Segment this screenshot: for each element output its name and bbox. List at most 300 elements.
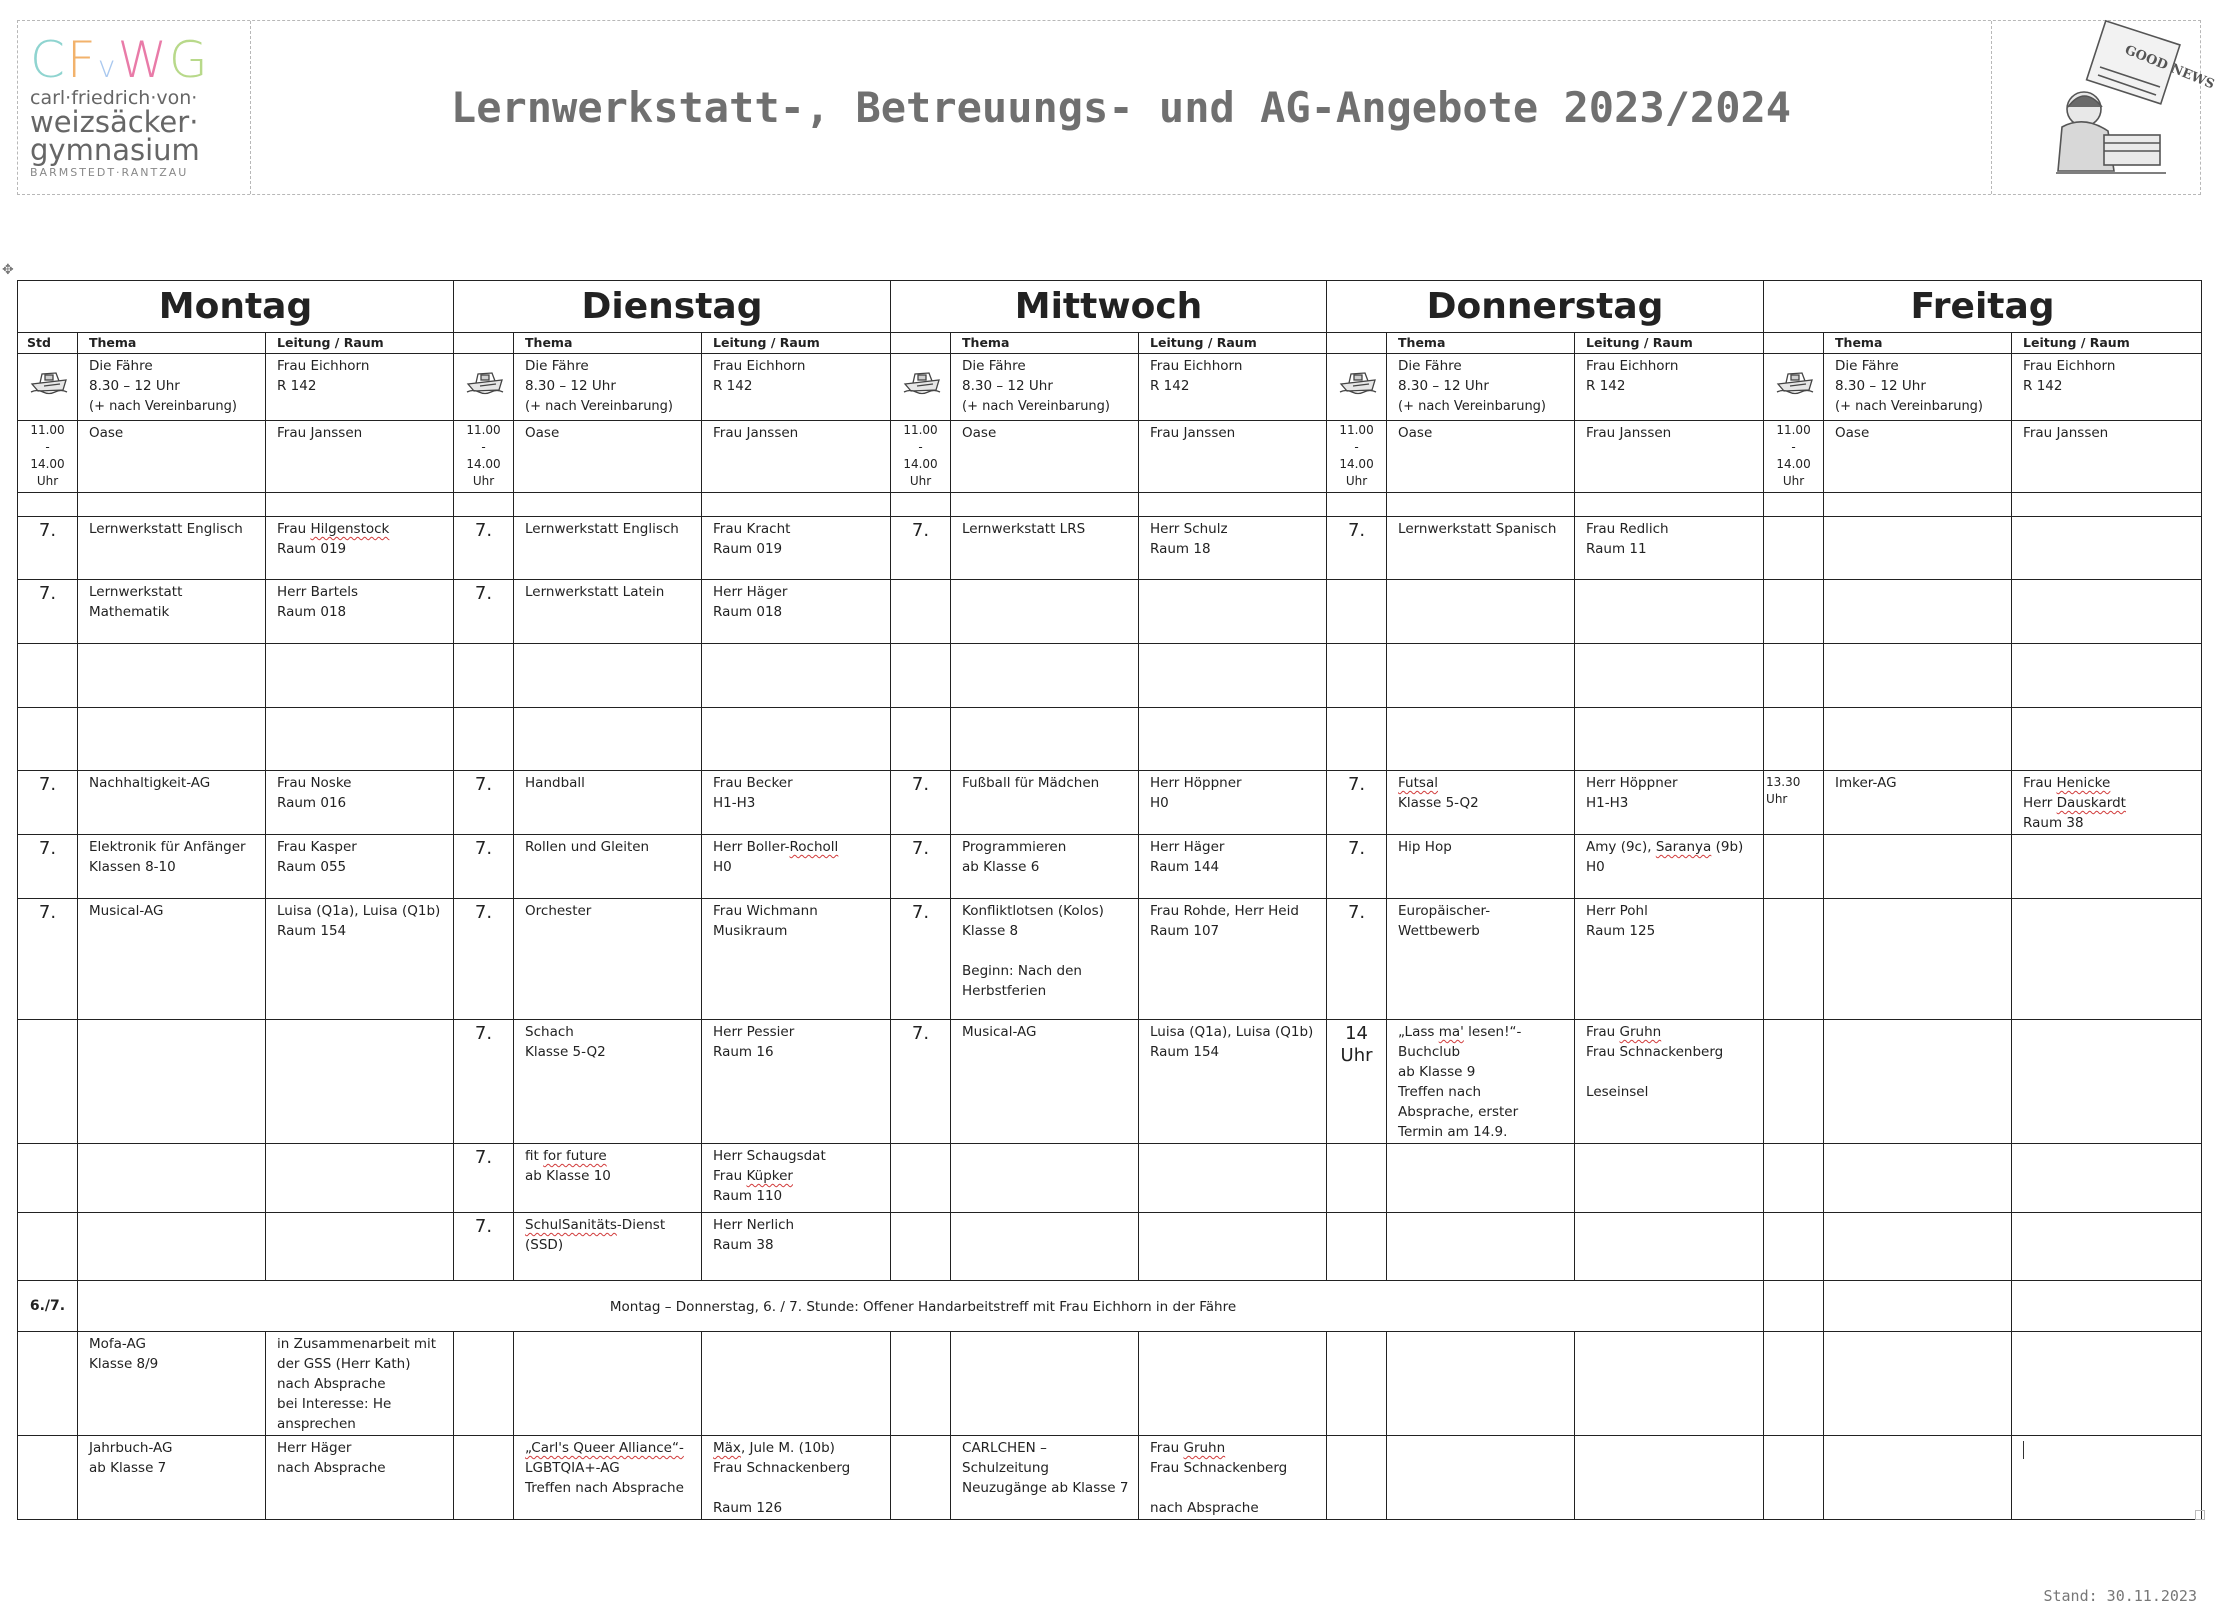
empty-cell — [891, 493, 951, 517]
title-cell — [251, 21, 1992, 194]
faehre-leitung-name: Frau Eichhorn — [1150, 358, 1243, 374]
faehre-boat-icon — [1339, 368, 1379, 394]
table-row — [18, 835, 2202, 899]
logo-line-name: carl·friedrich·von· — [30, 87, 198, 109]
faehre-raum: R 142 — [2023, 378, 2063, 394]
empty-cell — [1327, 644, 1387, 708]
faehre-leitung — [702, 354, 891, 421]
empty-cell — [1327, 1144, 1387, 1213]
empty-cell — [1764, 580, 1824, 644]
period-cell: 7. — [454, 835, 514, 899]
faehre-leitung — [266, 354, 454, 421]
leitung-cell: Herr Bartels Raum 018 — [266, 580, 454, 644]
faehre-leitung-name: Frau Eichhorn — [277, 358, 370, 374]
oase-thema: Oase — [951, 421, 1139, 493]
empty-cell — [2012, 899, 2202, 1020]
faehre-time: 8.30 – 12 Uhr — [525, 378, 616, 394]
thema-cell: fit for future ab Klasse 10 — [514, 1144, 702, 1213]
thema-cell: Jahrbuch-AG ab Klasse 7 — [78, 1436, 266, 1520]
empty-cell — [1764, 517, 1824, 580]
empty-cell — [1139, 1332, 1327, 1436]
table-move-handle[interactable]: ✥ — [2, 262, 14, 278]
leitung-cell: Mäx, Jule M. (10b) Frau Schnackenberg Raum 126 — [702, 1436, 891, 1520]
empty-cell — [1824, 708, 2012, 771]
empty-cell — [514, 493, 702, 517]
table-row — [18, 1332, 2202, 1436]
faehre-thema — [1387, 354, 1575, 421]
thema-cell: Lernwerkstatt Latein — [514, 580, 702, 644]
empty-cell — [2012, 1213, 2202, 1281]
period-cell: 7. — [1327, 835, 1387, 899]
empty-cell — [1575, 644, 1764, 708]
col-thema: Thema — [1387, 333, 1575, 354]
stand-date: Stand: 30.11.2023 — [2043, 1587, 2197, 1605]
empty-cell — [1764, 835, 1824, 899]
period-cell: 6./7. — [18, 1281, 78, 1332]
empty-cell — [2012, 580, 2202, 644]
col-thema: Thema — [951, 333, 1139, 354]
empty-cell — [951, 1213, 1139, 1281]
col-leitung: Leitung / Raum — [702, 333, 891, 354]
empty-cell — [1327, 1332, 1387, 1436]
empty-cell — [1575, 1436, 1764, 1520]
oase-leitung: Frau Janssen — [1575, 421, 1764, 493]
period-cell: 7. — [891, 771, 951, 835]
faehre-leitung-name: Frau Eichhorn — [1586, 358, 1679, 374]
empty-cell — [1575, 493, 1764, 517]
col-leitung: Leitung / Raum — [1139, 333, 1327, 354]
oase-time: 11.00 - 14.00 Uhr — [1327, 421, 1387, 493]
leitung-cell: Luisa (Q1a), Luisa (Q1b) Raum 154 — [266, 899, 454, 1020]
leitung-cell: Herr Schulz Raum 18 — [1139, 517, 1327, 580]
empty-cell — [266, 1020, 454, 1144]
period-cell: 7. — [18, 835, 78, 899]
faehre-leitung — [1139, 354, 1327, 421]
empty-cell — [454, 1332, 514, 1436]
empty-cell — [951, 708, 1139, 771]
empty-cell — [1824, 644, 2012, 708]
empty-cell — [2012, 493, 2202, 517]
logo-mark: CFvWG — [30, 31, 210, 89]
table-row — [18, 1144, 2202, 1213]
empty-cell — [18, 1213, 78, 1281]
empty-cell — [454, 644, 514, 708]
day-header-donnerstag: Donnerstag — [1327, 281, 1764, 333]
faehre-boat-icon — [903, 368, 943, 394]
faehre-raum: R 142 — [277, 378, 317, 394]
empty-cell — [1824, 1144, 2012, 1213]
leitung-cell: Frau Hilgenstock Raum 019 — [266, 517, 454, 580]
faehre-note: (+ nach Vereinbarung) — [1398, 399, 1547, 414]
empty-cell — [18, 493, 78, 517]
empty-cell — [454, 493, 514, 517]
thema-cell: Imker-AG — [1824, 771, 2012, 835]
empty-cell — [1327, 708, 1387, 771]
oase-thema: Oase — [514, 421, 702, 493]
empty-cell — [514, 708, 702, 771]
leitung-cell: Frau Gruhn Frau Schnackenberg nach Absprache — [1139, 1436, 1327, 1520]
thema-cell: Futsal Klasse 5-Q2 — [1387, 771, 1575, 835]
period-cell: 7. — [1327, 771, 1387, 835]
period-cell: 7. — [891, 517, 951, 580]
empty-cell — [1824, 1020, 2012, 1144]
oase-leitung: Frau Janssen — [702, 421, 891, 493]
period-cell: 7. — [454, 1213, 514, 1281]
empty-cell — [1387, 1144, 1575, 1213]
empty-cell — [1824, 899, 2012, 1020]
oase-thema: Oase — [1387, 421, 1575, 493]
day-header-freitag: Freitag — [1764, 281, 2202, 333]
empty-cell — [1824, 517, 2012, 580]
empty-cell — [1764, 644, 1824, 708]
period-cell: 7. — [454, 580, 514, 644]
boat-icon-cell — [1764, 354, 1824, 421]
table-row-faehre — [18, 354, 2202, 421]
thema-cell: Lernwerkstatt Mathematik — [78, 580, 266, 644]
leitung-cell: Frau Kracht Raum 019 — [702, 517, 891, 580]
day-header-mittwoch: Mittwoch — [891, 281, 1327, 333]
handarbeit-note: Montag – Donnerstag, 6. / 7. Stunde: Offener Handarbeitstreff mit Frau Eichhorn in der Fähre — [78, 1281, 1764, 1332]
leitung-cell: Frau Redlich Raum 11 — [1575, 517, 1764, 580]
period-cell: 7. — [18, 771, 78, 835]
col-thema: Thema — [514, 333, 702, 354]
faehre-leitung-name: Frau Eichhorn — [713, 358, 806, 374]
leitung-cell: Herr Häger nach Absprache — [266, 1436, 454, 1520]
thema-cell: „Lass ma' lesen!“- Buchclub ab Klasse 9 Treffen nach Absprache, erster Termin am 14.9. — [1387, 1020, 1575, 1144]
empty-cell — [1764, 708, 1824, 771]
oase-thema: Oase — [78, 421, 266, 493]
oase-leitung: Frau Janssen — [1139, 421, 1327, 493]
faehre-note: (+ nach Vereinbarung) — [525, 399, 673, 414]
leitung-cell: Herr Schaugsdat Frau Küpker Raum 110 — [702, 1144, 891, 1213]
period-cell: 7. — [454, 1020, 514, 1144]
empty-cell — [1575, 1332, 1764, 1436]
period-cell: 7. — [18, 517, 78, 580]
period-cell: 7. — [1327, 899, 1387, 1020]
boat-icon-cell — [18, 354, 78, 421]
leitung-cell: Frau Becker H1-H3 — [702, 771, 891, 835]
empty-cell — [1387, 580, 1575, 644]
faehre-boat-icon — [30, 368, 70, 394]
col-std — [1764, 333, 1824, 354]
empty-cell — [1327, 1213, 1387, 1281]
day-header-dienstag: Dienstag — [454, 281, 891, 333]
table-row — [18, 708, 2202, 771]
empty-cell — [951, 580, 1139, 644]
empty-cell — [18, 708, 78, 771]
faehre-thema — [1824, 354, 2012, 421]
leitung-cell: Frau Kasper Raum 055 — [266, 835, 454, 899]
empty-cell — [951, 1144, 1139, 1213]
timetable — [17, 280, 2202, 1520]
period-cell: 7. — [1327, 517, 1387, 580]
empty-cell — [454, 1436, 514, 1520]
empty-cell — [78, 644, 266, 708]
empty-cell — [891, 1436, 951, 1520]
oase-time: 11.00 - 14.00 Uhr — [891, 421, 951, 493]
faehre-title: Die Fähre — [1398, 358, 1462, 374]
empty-cell — [1327, 493, 1387, 517]
faehre-leitung — [1575, 354, 1764, 421]
col-std: Std — [18, 333, 78, 354]
thema-cell: Fußball für Mädchen — [951, 771, 1139, 835]
empty-cell — [1139, 493, 1327, 517]
leitung-cell: Herr Pessier Raum 16 — [702, 1020, 891, 1144]
empty-cell — [891, 1332, 951, 1436]
empty-cell — [2012, 517, 2202, 580]
empty-cell — [78, 1213, 266, 1281]
faehre-note: (+ nach Vereinbarung) — [89, 399, 237, 414]
period-cell: 7. — [454, 899, 514, 1020]
empty-cell — [266, 1213, 454, 1281]
col-std — [1327, 333, 1387, 354]
thema-cell: Rollen und Gleiten — [514, 835, 702, 899]
thema-cell: „Carl's Queer Alliance“- LGBTQIA+-AG Treffen nach Absprache — [514, 1436, 702, 1520]
thema-cell: Konfliktlotsen (Kolos) Klasse 8 Beginn: Nach den Herbstferien — [951, 899, 1139, 1020]
page-header — [17, 20, 2217, 195]
faehre-title: Die Fähre — [89, 358, 153, 374]
empty-cell — [1327, 580, 1387, 644]
good-news-reader-icon — [2032, 23, 2217, 188]
empty-cell — [78, 1144, 266, 1213]
faehre-title: Die Fähre — [525, 358, 589, 374]
empty-cell — [266, 1144, 454, 1213]
empty-cell — [1764, 1020, 1824, 1144]
period-cell: 7. — [891, 1020, 951, 1144]
logo-line-school: gymnasium — [30, 133, 200, 167]
leitung-cell: Amy (9c), Saranya (9b) H0 — [1575, 835, 1764, 899]
empty-cell — [1387, 1332, 1575, 1436]
empty-cell — [2012, 835, 2202, 899]
logo-line-surname: weizsäcker· — [30, 105, 199, 139]
illustration-cell — [1992, 21, 2217, 194]
table-resize-handle[interactable] — [2195, 1510, 2205, 1520]
empty-cell — [1387, 493, 1575, 517]
text-cursor-cell[interactable] — [2012, 1436, 2202, 1520]
faehre-leitung — [2012, 354, 2202, 421]
leitung-cell: in Zusammenarbeit mit der GSS (Herr Kath) nach Absprache bei Interesse: He ansprechen — [266, 1332, 454, 1436]
leitung-cell: Herr Nerlich Raum 38 — [702, 1213, 891, 1281]
table-row-spacer — [18, 493, 2202, 517]
thema-cell: Musical-AG — [951, 1020, 1139, 1144]
empty-cell — [1387, 1213, 1575, 1281]
leitung-cell: Herr Boller-Rocholl H0 — [702, 835, 891, 899]
period-cell: 14 Uhr — [1327, 1020, 1387, 1144]
thema-cell: Lernwerkstatt LRS — [951, 517, 1139, 580]
empty-cell — [2012, 1020, 2202, 1144]
table-row — [18, 644, 2202, 708]
col-leitung: Leitung / Raum — [2012, 333, 2202, 354]
empty-cell — [891, 1213, 951, 1281]
table-row — [18, 1213, 2202, 1281]
faehre-time: 8.30 – 12 Uhr — [1398, 378, 1489, 394]
empty-cell — [891, 708, 951, 771]
empty-cell — [1764, 1144, 1824, 1213]
leitung-cell: Frau Wichmann Musikraum — [702, 899, 891, 1020]
thema-cell: Mofa-AG Klasse 8/9 — [78, 1332, 266, 1436]
thema-cell: Elektronik für Anfänger Klassen 8-10 — [78, 835, 266, 899]
faehre-thema — [78, 354, 266, 421]
empty-cell — [1764, 1332, 1824, 1436]
empty-cell — [1764, 899, 1824, 1020]
period-cell: 7. — [18, 580, 78, 644]
thema-cell: Europäischer- Wettbewerb — [1387, 899, 1575, 1020]
col-thema: Thema — [1824, 333, 2012, 354]
faehre-time: 8.30 – 12 Uhr — [89, 378, 180, 394]
leitung-cell: Frau Henicke Herr Dauskardt Raum 38 — [2012, 771, 2202, 835]
thema-cell: Musical-AG — [78, 899, 266, 1020]
column-header-row — [18, 333, 2202, 354]
empty-cell — [1139, 708, 1327, 771]
thema-cell: Lernwerkstatt Spanisch — [1387, 517, 1575, 580]
period-cell: 7. — [891, 835, 951, 899]
table-row-handarbeit — [18, 1281, 2202, 1332]
faehre-title: Die Fähre — [1835, 358, 1899, 374]
col-leitung: Leitung / Raum — [1575, 333, 1764, 354]
day-header-row — [18, 281, 2202, 333]
empty-cell — [78, 708, 266, 771]
empty-cell — [1387, 1436, 1575, 1520]
oase-leitung: Frau Janssen — [266, 421, 454, 493]
empty-cell — [1139, 1213, 1327, 1281]
empty-cell — [1824, 580, 2012, 644]
faehre-note: (+ nach Vereinbarung) — [962, 399, 1110, 414]
thema-cell: Lernwerkstatt Englisch — [514, 517, 702, 580]
faehre-note: (+ nach Vereinbarung) — [1835, 399, 1984, 414]
empty-cell — [78, 1020, 266, 1144]
leitung-cell: Frau Rohde, Herr Heid Raum 107 — [1139, 899, 1327, 1020]
empty-cell — [18, 1020, 78, 1144]
empty-cell — [1575, 1213, 1764, 1281]
table-row-oase — [18, 421, 2202, 493]
table-row — [18, 517, 2202, 580]
faehre-raum: R 142 — [1586, 378, 1626, 394]
svg-text:GOOD NEWS: GOOD NEWS — [2122, 42, 2217, 93]
faehre-time: 8.30 – 12 Uhr — [962, 378, 1053, 394]
period-cell: 7. — [891, 899, 951, 1020]
leitung-cell: Herr Häger Raum 144 — [1139, 835, 1327, 899]
period-cell: 7. — [454, 517, 514, 580]
empty-cell — [1139, 644, 1327, 708]
page-title: Lernwerkstatt-, Betreuungs- und AG-Angebote 2023/2024 — [450, 83, 1792, 132]
empty-cell — [1764, 1436, 1824, 1520]
table-row — [18, 899, 2202, 1020]
empty-cell — [891, 580, 951, 644]
col-thema: Thema — [78, 333, 266, 354]
period-cell: 13.30 Uhr — [1764, 771, 1824, 835]
leitung-cell: Frau Gruhn Frau Schnackenberg Leseinsel — [1575, 1020, 1764, 1144]
period-cell: 7. — [18, 899, 78, 1020]
leitung-cell: Herr Höppner H0 — [1139, 771, 1327, 835]
leitung-cell: Herr Häger Raum 018 — [702, 580, 891, 644]
empty-cell — [266, 644, 454, 708]
empty-cell — [1327, 1436, 1387, 1520]
faehre-time: 8.30 – 12 Uhr — [1835, 378, 1926, 394]
empty-cell — [18, 1144, 78, 1213]
table-row — [18, 580, 2202, 644]
empty-cell — [1824, 835, 2012, 899]
empty-cell — [1387, 708, 1575, 771]
thema-cell: SchulSanitäts-Dienst (SSD) — [514, 1213, 702, 1281]
faehre-leitung-name: Frau Eichhorn — [2023, 358, 2116, 374]
empty-cell — [78, 493, 266, 517]
table-row — [18, 1020, 2202, 1144]
empty-cell — [2012, 1144, 2202, 1213]
empty-cell — [891, 644, 951, 708]
col-std — [891, 333, 951, 354]
thema-cell: Hip Hop — [1387, 835, 1575, 899]
oase-time: 11.00 - 14.00 Uhr — [454, 421, 514, 493]
empty-cell — [951, 493, 1139, 517]
empty-cell — [702, 644, 891, 708]
empty-cell — [2012, 708, 2202, 771]
table-row — [18, 771, 2202, 835]
empty-cell — [1824, 1332, 2012, 1436]
period-cell: 7. — [454, 1144, 514, 1213]
empty-cell — [266, 493, 454, 517]
empty-cell — [2012, 644, 2202, 708]
faehre-title: Die Fähre — [962, 358, 1026, 374]
thema-cell: Schach Klasse 5-Q2 — [514, 1020, 702, 1144]
empty-cell — [1575, 580, 1764, 644]
empty-cell — [514, 644, 702, 708]
leitung-cell: Luisa (Q1a), Luisa (Q1b) Raum 154 — [1139, 1020, 1327, 1144]
empty-cell — [2012, 1332, 2202, 1436]
oase-thema: Oase — [1824, 421, 2012, 493]
empty-cell — [1575, 708, 1764, 771]
boat-icon-cell — [891, 354, 951, 421]
empty-cell — [702, 493, 891, 517]
empty-cell — [2012, 1281, 2202, 1332]
empty-cell — [1764, 1281, 1824, 1332]
leitung-cell: Herr Pohl Raum 125 — [1575, 899, 1764, 1020]
empty-cell — [702, 1332, 891, 1436]
empty-cell — [454, 708, 514, 771]
table-row — [18, 1436, 2202, 1520]
empty-cell — [1139, 1144, 1327, 1213]
faehre-boat-icon — [466, 368, 506, 394]
empty-cell — [1824, 493, 2012, 517]
boat-icon-cell — [1327, 354, 1387, 421]
oase-time: 11.00 - 14.00 Uhr — [1764, 421, 1824, 493]
thema-cell: CARLCHEN – Schulzeitung Neuzugänge ab Klasse 7 — [951, 1436, 1139, 1520]
empty-cell — [1575, 1144, 1764, 1213]
thema-cell: Handball — [514, 771, 702, 835]
thema-cell: Nachhaltigkeit-AG — [78, 771, 266, 835]
empty-cell — [18, 1332, 78, 1436]
thema-cell: Lernwerkstatt Englisch — [78, 517, 266, 580]
logo-line-town: BARMSTEDT·RANTZAU — [30, 166, 189, 179]
faehre-thema — [951, 354, 1139, 421]
empty-cell — [1824, 1213, 2012, 1281]
thema-cell: Programmieren ab Klasse 6 — [951, 835, 1139, 899]
day-header-montag: Montag — [18, 281, 454, 333]
leitung-cell: Herr Höppner H1-H3 — [1575, 771, 1764, 835]
empty-cell — [514, 1332, 702, 1436]
faehre-raum: R 142 — [1150, 378, 1190, 394]
empty-cell — [1139, 580, 1327, 644]
oase-time: 11.00 - 14.00 Uhr — [18, 421, 78, 493]
empty-cell — [1764, 493, 1824, 517]
empty-cell — [18, 1436, 78, 1520]
empty-cell — [891, 1144, 951, 1213]
empty-cell — [1387, 644, 1575, 708]
faehre-raum: R 142 — [713, 378, 753, 394]
col-std — [454, 333, 514, 354]
empty-cell — [951, 644, 1139, 708]
boat-icon-cell — [454, 354, 514, 421]
empty-cell — [1824, 1281, 2012, 1332]
